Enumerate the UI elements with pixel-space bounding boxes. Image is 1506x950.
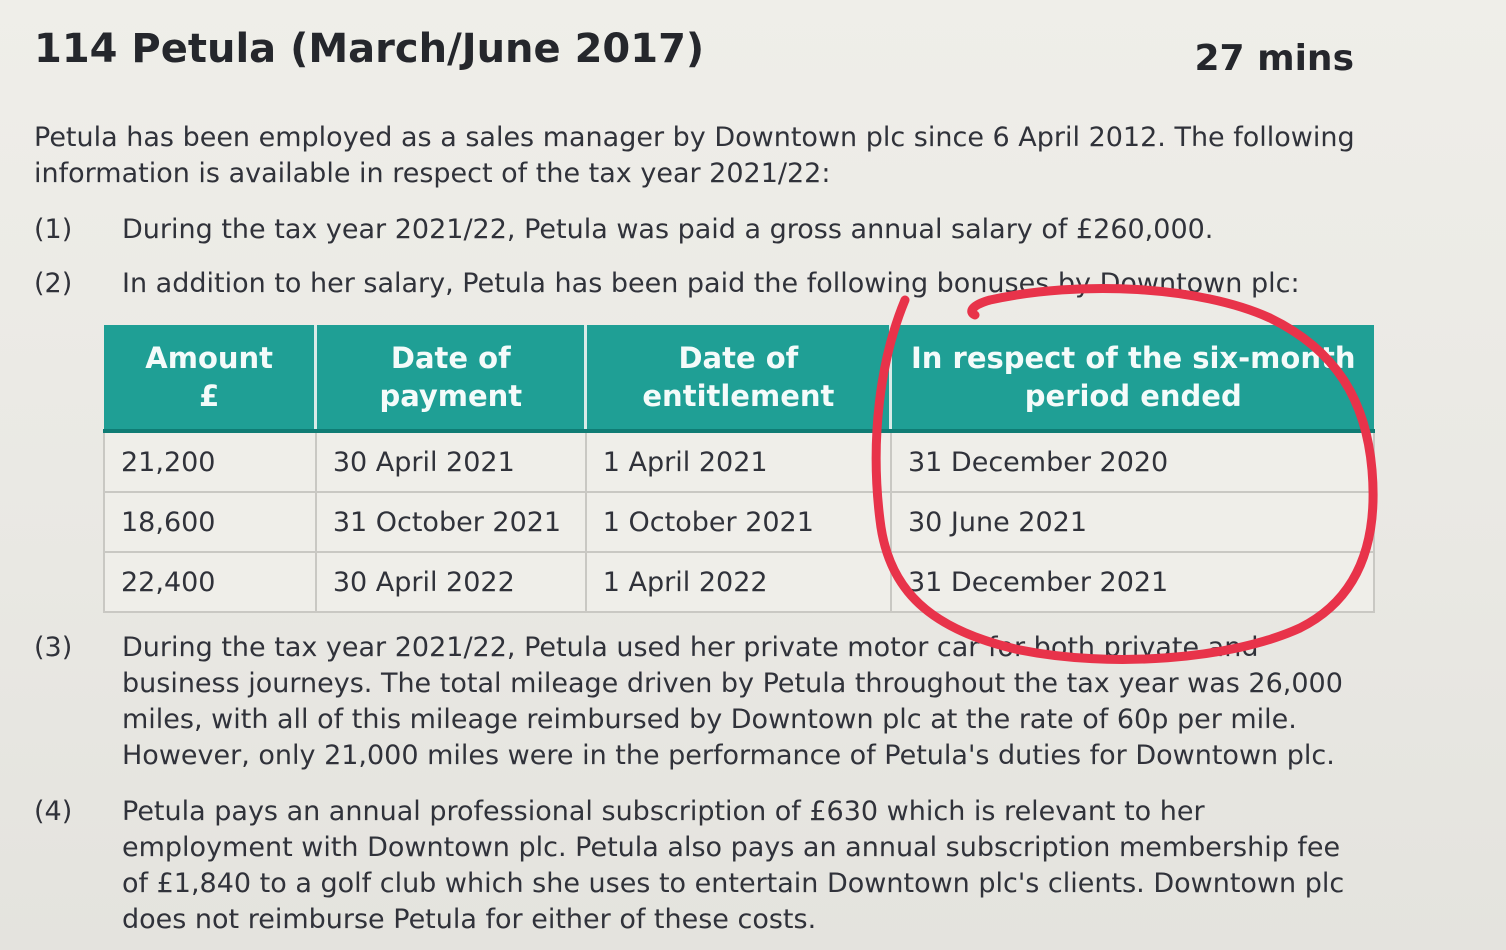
- table-header-row: [104, 325, 1374, 431]
- cell-date-of-payment: 31 October 2021: [316, 492, 586, 552]
- list-item: [34, 794, 1364, 944]
- header-line: period ended: [1024, 379, 1242, 413]
- header-line: In respect of the six-month: [910, 341, 1356, 375]
- question-duration: 27 mins: [1194, 38, 1354, 79]
- item-text: During the tax year 2021/22, Petula used her private motor car for both private and business journeys. The total mileage driven by Petula throughout the tax year was 26,000 miles, with all of this mileage reimbursed by Downtown plc at the rate of 60p per mile. However, only 21,000 miles were in the performance of Petula's duties for Downtown plc.: [122, 632, 1343, 771]
- list-item: [34, 266, 1364, 306]
- table-row: [104, 492, 1374, 552]
- list-item: [34, 212, 1364, 252]
- question-title: 114 Petula (March/June 2017): [34, 26, 705, 72]
- item-text: During the tax year 2021/22, Petula was paid a gross annual salary of £260,000.: [122, 214, 1214, 245]
- header-amount: [104, 325, 316, 431]
- item-number: (3): [34, 632, 73, 663]
- cell-date-of-payment: 30 April 2021: [316, 431, 586, 492]
- cell-period-ended: 31 December 2021: [891, 552, 1374, 612]
- cell-date-of-payment: 30 April 2022: [316, 552, 586, 612]
- header-line: payment: [379, 379, 523, 413]
- header-line: Date of: [390, 341, 511, 375]
- cell-amount: 21,200: [104, 431, 316, 492]
- item-text: Petula pays an annual professional subscription of £630 which is relevant to her employment with Downtown plc. Petula also pays an annual subscription membership fee of £1,840 to a golf club which she uses to entertain Downtown plc's clients. Downtown plc does not reimburse Petula for either of these costs.: [122, 796, 1345, 935]
- cell-date-of-entitlement: 1 April 2021: [586, 431, 891, 492]
- item-number: (4): [34, 796, 73, 827]
- table-row: [104, 552, 1374, 612]
- table-row: [104, 431, 1374, 492]
- header-line: Date of: [678, 341, 799, 375]
- header-period-ended: [891, 325, 1374, 431]
- cell-date-of-entitlement: 1 October 2021: [586, 492, 891, 552]
- item-number: (1): [34, 214, 73, 245]
- header-date-of-entitlement: [586, 325, 891, 431]
- item-text: In addition to her salary, Petula has been paid the following bonuses by Downtown plc:: [122, 268, 1300, 299]
- cell-period-ended: 30 June 2021: [891, 492, 1374, 552]
- cell-amount: 18,600: [104, 492, 316, 552]
- header-date-of-payment: [316, 325, 586, 431]
- header-line: £: [199, 379, 220, 413]
- list-item: [34, 630, 1364, 780]
- header-line: entitlement: [642, 379, 835, 413]
- bonus-table: [103, 325, 1375, 613]
- cell-amount: 22,400: [104, 552, 316, 612]
- header-line: Amount: [145, 341, 274, 375]
- cell-period-ended: 31 December 2020: [891, 431, 1374, 492]
- cell-date-of-entitlement: 1 April 2022: [586, 552, 891, 612]
- intro-paragraph: Petula has been employed as a sales manager by Downtown plc since 6 April 2012. The following information is available in respect of the tax year 2021/22:: [34, 122, 1355, 189]
- item-number: (2): [34, 268, 73, 299]
